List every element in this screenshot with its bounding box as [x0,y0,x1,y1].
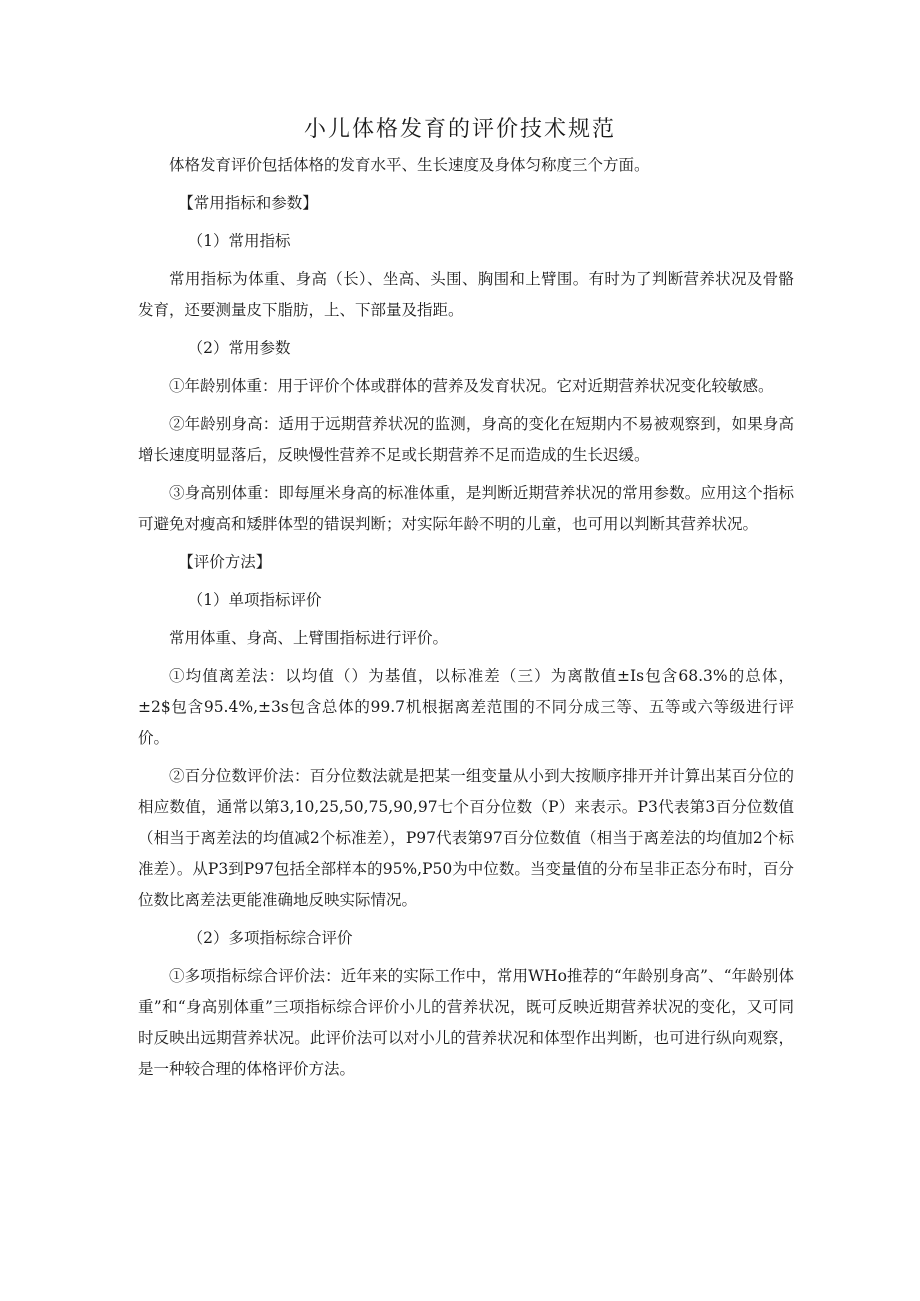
paragraph-multi-indicator-method: ①多项指标综合评价法：近年来的实际工作中，常用WHo推荐的“年龄别身高”、“年龄别体重”和“身高别体重”三项指标综合评价小儿的营养状况，既可反映近期营养状况的变化，又可同时反映出远期营养状况。此评价法可以对小儿的营养状况和体型作出判断，也可进行纵向观察，是一种较合理的体格评价方法。 [138,967,794,1078]
paragraph-percentile-method: ②百分位数评价法：百分位数法就是把某一组变量从小到大按顺序排开并计算出某百分位的相应数值，通常以第3,10,25,50,75,90,97七个百分位数（P）来表示。P3代表第3百分位数值（相当于离差法的均值减2个标准差），P97代表第97百分位数值（相当于离差法的均值加2个标准差）。从P3到P97包括全部样本的95%,P50为中位数。当变量值的分布呈非正态分布时，百分位数比离差法更能准确地反映实际情况。 [138,767,794,909]
subsection-heading-common-parameters: （2）常用参数 [187,339,291,357]
subsection-heading-multi-indicator: （2）多项指标综合评价 [187,929,353,947]
document-body [138,150,794,1092]
section-heading-evaluation-methods: 【评价方法】 [178,553,272,571]
paragraph-common-indicators: 常用指标为体重、身高（长）、坐高、头围、胸围和上臂围。有时为了判断营养状况及骨骼发育，还要测量皮下脂肪，上、下部量及指距。 [138,270,794,319]
subsection-heading-single-indicator: （1）单项指标评价 [187,591,322,609]
section-heading-indicators: 【常用指标和参数】 [178,194,318,212]
paragraph-weight-for-height: ③身高别体重：即每厘米身高的标准体重，是判断近期营养状况的常用参数。应用这个指标可避免对瘦高和矮胖体型的错误判断；对实际年龄不明的儿童，也可用以判断其营养状况。 [138,484,794,533]
paragraph-weight-for-age: ①年龄别体重：用于评价个体或群体的营养及发育状况。它对近期营养状况变化较敏感。 [169,377,774,395]
document-title: 小儿体格发育的评价技术规范 [303,117,616,142]
paragraph-single-indicator-intro: 常用体重、身高、上臂围指标进行评价。 [169,629,449,647]
intro-paragraph: 体格发育评价包括体格的发育水平、生长速度及身体匀称度三个方面。 [169,156,650,174]
subsection-heading-common-indicators: （1）常用指标 [187,232,291,250]
paragraph-mean-deviation-method: ①均值离差法：以均值（）为基值，以标准差（三）为离散值±Is包含68.3%的总体，±2$包含95.4%,±3s包含总体的99.7机根据离差范围的不同分成三等、五等或六等级进行评价。 [138,667,794,747]
paragraph-height-for-age: ②年龄别身高：适用于远期营养状况的监测，身高的变化在短期内不易被观察到，如果身高增长速度明显落后，反映慢性营养不足或长期营养不足而造成的生长迟缓。 [138,415,794,464]
